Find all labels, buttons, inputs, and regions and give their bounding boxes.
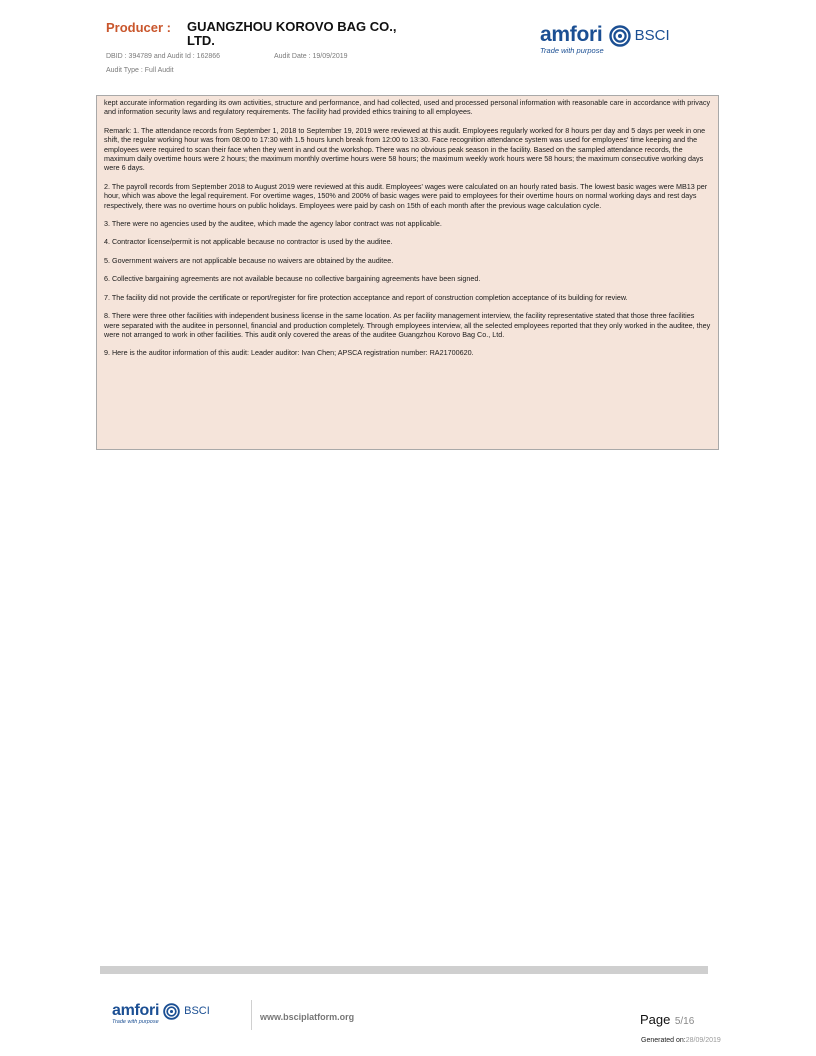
generated-date: 28/09/2019 — [685, 1037, 721, 1044]
paragraph-payroll: 2. The payroll records from September 2018 to August 2019 were reviewed at this audit. Employees' wages were calculated on an hourly rated basis. The lowest basic wages were MB13 per hour, which was above the legal requirement. For overtime wages, 150% and 200% of basic wages were paid to employees for their overtime hours on normal working days and rest days respectively, there was no overtime hours on public holidays. Employees were paid by cash on 15th of each month after the previous wage calculation cycle. — [104, 181, 708, 210]
audit-type: Audit Type : Full Audit — [106, 67, 174, 74]
logo-tagline: Trade with purpose — [540, 46, 604, 55]
page-label: Page — [640, 1012, 671, 1027]
paragraph-auditor-info: 9. Here is the auditor information of this audit: Leader auditor: Ivan Chen; APSCA registration number: RA21700620. — [104, 348, 474, 358]
footer-concentric-circle-icon — [163, 1003, 180, 1020]
paragraph-bargaining: 6. Collective bargaining agreements are not available because no collective bargaining agreements have been signed. — [104, 274, 481, 284]
amfori-bsci-logo — [540, 24, 670, 55]
generated-on — [641, 1037, 721, 1044]
footer-vertical-divider — [251, 1000, 252, 1030]
paragraph-agencies: 3. There were no agencies used by the auditee, which made the agency labor contract was not applicable. — [104, 219, 442, 229]
footer-divider-bar — [100, 966, 708, 974]
paragraph-attendance: Remark: 1. The attendance records from September 1, 2018 to September 19, 2019 were reviewed at this audit. Employees regularly worked for 8 hours per day and 5 days per week in one shift, the regular working hour was from 08:00 to 17:30 with 1.5 hours lunch break from 12:00 to 13:30. Face recognition attendance system was used for employees' time keeping and the employees were required to scan their face when they went in and out the workshop. There was no obvious peak season in the facility. Based on the sampled attendance records, the maximum daily overtime hours were 2 hours; the maximum monthly overtime hours were 58 hours; the maximum weekly work hours were 58 hours; the maximum consecutive working days were 6 days. — [104, 125, 706, 173]
page-count: 5/16 — [674, 1016, 695, 1027]
page-number — [640, 1011, 694, 1029]
dbid-audit-id: DBID : 394789 and Audit Id : 162866 — [106, 53, 221, 60]
paragraph-other-facilities: 8. There were three other facilities with independent business license in the same location. As per facility management interview, the facility representative stated that those three facilities were separated with the auditee in personnel, financial and production completely. Through employees interview, all the selected employees reported that they only worked in the auditee, they were not arranged to work in other facilities. This audit only covered the areas of the auditee Guangzhou Korovo Bag Co., Ltd. — [104, 311, 711, 339]
producer-name: GUANGZHOU KOROVO BAG CO., LTD. — [187, 19, 397, 48]
audit-date: Audit Date : 19/09/2019 — [274, 53, 348, 60]
paragraph-ethics: kept accurate information regarding its own activities, structure and performance, and had collected, used and processed personal information with reasonable care in accordance with privacy and information security laws and regulatory requirements. The facility had provided ethics training to all employees. — [104, 98, 711, 117]
paragraph-contractor: 4. Contractor license/permit is not applicable because no contractor is used by the auditee. — [104, 237, 393, 247]
footer-amfori-bsci-logo — [112, 1003, 210, 1025]
footer-logo-wordmark: amfori — [112, 1002, 160, 1019]
paragraph-fire-protection: 7. The facility did not provide the certificate or report/register for fire protection acceptance and report of construction completion acceptance of its building for review. — [104, 292, 628, 302]
logo-wordmark: amfori — [540, 23, 603, 46]
footer-logo-bsci: BSCI — [184, 1005, 210, 1017]
audit-remarks-panel — [96, 95, 719, 450]
paragraph-waivers: 5. Government waivers are not applicable because no waivers are obtained by the auditee. — [104, 255, 394, 265]
concentric-circle-icon — [609, 25, 631, 47]
logo-bsci: BSCI — [634, 27, 670, 44]
footer-logo-tagline: Trade with purpose — [112, 1019, 159, 1025]
producer-label: Producer : — [106, 20, 172, 35]
generated-label: Generated on: — [641, 1037, 686, 1044]
footer-url[interactable]: www.bsciplatform.org — [260, 1012, 355, 1022]
